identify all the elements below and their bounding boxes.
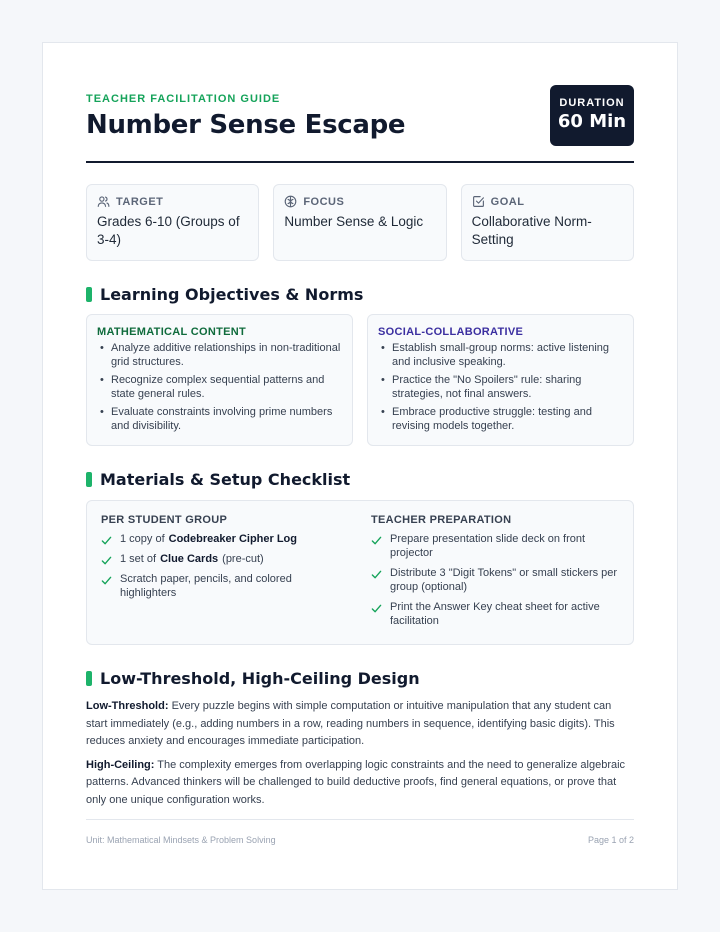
eyebrow-label: TEACHER FACILITATION GUIDE: [86, 93, 281, 105]
materials-checklist: [86, 500, 634, 645]
check-icon: [101, 555, 112, 566]
header-divider: [86, 161, 634, 163]
item-text: Scratch paper, pencils, and colored highlighters: [120, 573, 292, 599]
design-section-heading: [86, 669, 634, 688]
item-text: 1 copy of: [120, 533, 165, 545]
target-card: [86, 184, 259, 261]
footer-page-number: Page 1 of 2: [587, 835, 634, 845]
users-icon: [97, 195, 110, 208]
materials-title: Materials & Setup Checklist: [100, 470, 351, 489]
student-group-heading: PER STUDENT GROUP: [101, 514, 228, 526]
checklist-item: [371, 532, 619, 560]
goal-value: Collaborative Norm-Setting: [471, 214, 592, 247]
check-icon: [101, 575, 112, 586]
list-item: • Practice the "No Spoilers" rule: sharing strategies, not final answers.: [378, 373, 623, 401]
target-label: TARGET: [116, 195, 164, 208]
high-ceiling-label: High-Ceiling:: [86, 758, 155, 771]
duration-badge: [550, 85, 634, 146]
teacher-prep-column: [371, 514, 619, 631]
page-footer: [86, 819, 634, 845]
section-accent-bar: [86, 472, 92, 487]
list-item: • Analyze additive relationships in non-traditional grid structures.: [97, 341, 342, 369]
section-accent-bar: [86, 671, 92, 686]
design-title: Low-Threshold, High-Ceiling Design: [100, 669, 420, 688]
page-title: Number Sense Escape: [86, 110, 406, 140]
high-ceiling-text: The complexity emerges from overlapping logic constraints and the need to generalize algebraic patterns. Advanced thinkers will be challenged to build deductive proofs, find general equations, or prove that only one unique configuration works.: [86, 758, 626, 806]
item-bold: Codebreaker Cipher Log: [168, 533, 297, 545]
high-ceiling-paragraph: [86, 757, 634, 810]
item-text: Print the Answer Key cheat sheet for active facilitation: [390, 601, 600, 627]
social-heading: SOCIAL-COLLABORATIVE: [378, 326, 524, 338]
checklist-item: [101, 572, 349, 600]
low-threshold-label: Low-Threshold:: [86, 700, 169, 712]
footer-unit: Unit: Mathematical Mindsets & Problem Solving: [86, 835, 276, 845]
item-post: (pre-cut): [222, 553, 264, 565]
list-item: • Recognize complex sequential patterns and state general rules.: [97, 373, 342, 401]
objectives-title: Learning Objectives & Norms: [100, 285, 364, 304]
check-icon: [101, 535, 112, 546]
list-item: • Evaluate constraints involving prime numbers and divisibility.: [97, 405, 342, 433]
teacher-prep-heading: TEACHER PREPARATION: [371, 514, 512, 526]
duration-label: DURATION: [559, 97, 625, 109]
document-page: [42, 42, 678, 890]
item-text: 1 set of: [120, 553, 157, 565]
social-collaborative-box: [367, 314, 634, 446]
focus-label: FOCUS: [303, 195, 345, 208]
low-threshold-paragraph: [86, 698, 634, 751]
checklist-item: [371, 566, 619, 594]
target-value: Grades 6-10 (Groups of 3-4): [97, 214, 240, 247]
item-text: Distribute 3 "Digit Tokens" or small stickers per group (optional): [390, 567, 618, 593]
math-content-box: [86, 314, 353, 446]
check-icon: [371, 535, 382, 546]
check-icon: [371, 569, 382, 580]
materials-section-heading: [86, 470, 634, 489]
goal-card: [461, 184, 634, 261]
goal-label: GOAL: [490, 195, 525, 208]
duration-value: 60 Min: [557, 111, 627, 132]
checklist-item: [101, 532, 349, 546]
math-content-heading: MATHEMATICAL CONTENT: [97, 326, 246, 338]
checklist-item: [371, 600, 619, 628]
objectives-section-heading: [86, 285, 634, 304]
section-accent-bar: [86, 287, 92, 302]
student-group-column: [101, 514, 349, 631]
brain-icon: [284, 195, 297, 208]
list-item: • Embrace productive struggle: testing and revising models together.: [378, 405, 623, 433]
info-cards: [86, 184, 634, 261]
objectives-panels: [86, 314, 634, 446]
page-header: [86, 93, 634, 161]
checklist-item: [101, 552, 349, 566]
list-item: • Establish small-group norms: active listening and inclusive speaking.: [378, 341, 623, 369]
check-icon: [371, 603, 382, 614]
focus-card: [273, 184, 446, 261]
item-text: Prepare presentation slide deck on front projector: [390, 533, 586, 559]
focus-value: Number Sense & Logic: [284, 214, 424, 229]
low-threshold-text: Every puzzle begins with simple computation or intuitive manipulation that any student can start immediately (e.g., adding numbers in a row, reading numbers in sequence, identifying basic digits). This reduces anxiety and encourages immediate participation.: [86, 700, 615, 747]
item-bold: Clue Cards: [160, 553, 219, 565]
checkbox-icon: [472, 195, 485, 208]
